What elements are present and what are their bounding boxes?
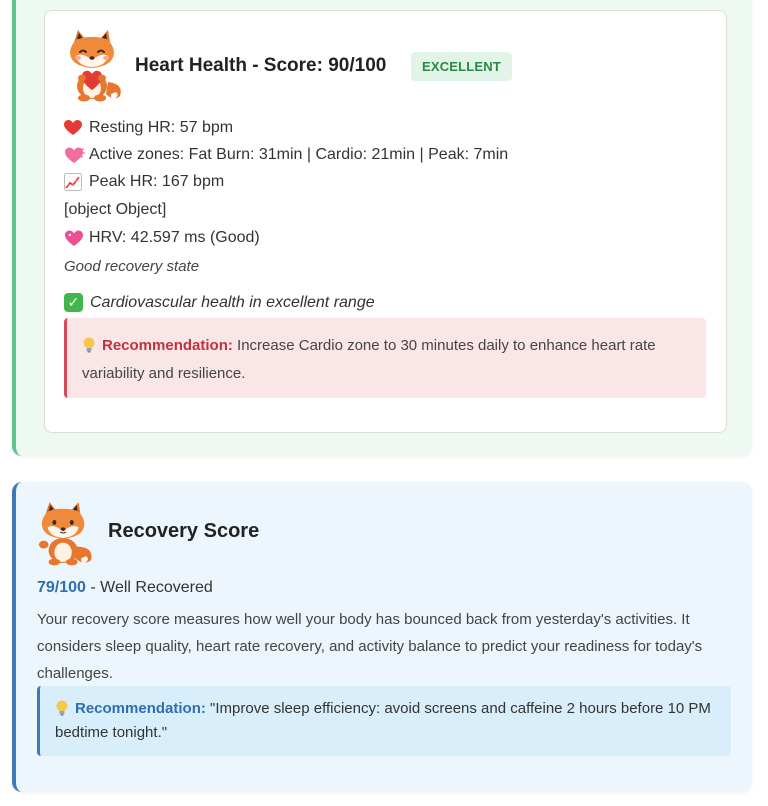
heart-recommendation-text: Increase Cardio zone to 30 minutes daily to enhance heart rate variability and resilience. — [82, 337, 656, 382]
fox-heart-mascot-icon — [64, 30, 124, 102]
recovery-recommendation-label: Recommendation: — [75, 700, 206, 717]
cardio-status-line — [64, 293, 375, 312]
sparkling-heart-icon — [64, 229, 86, 247]
resting-hr-text: Resting HR: 57 bpm — [89, 119, 234, 136]
recovery-state-note: Good recovery state — [64, 258, 200, 275]
peak-hr-metric — [64, 173, 224, 191]
hrv-text: HRV: 42.597 ms (Good) — [89, 229, 260, 246]
recovery-recommendation-box — [37, 686, 731, 756]
check-mark-icon: ✓ — [64, 293, 83, 312]
hrv-metric — [64, 229, 260, 247]
recovery-recommendation-text: "Improve sleep efficiency: avoid screens and caffeine 2 hours before 10 PM bedtime tonight." — [55, 700, 711, 741]
recovery-score-line — [37, 579, 213, 597]
heart-health-title: Heart Health - Score: 90/100 — [135, 55, 387, 76]
heart-recommendation-label: Recommendation: — [102, 337, 233, 354]
heart-recommendation-box — [64, 318, 706, 398]
object-placeholder-text: [object Object] — [64, 201, 167, 218]
recovery-score-title: Recovery Score — [108, 520, 260, 542]
lightbulb-icon — [55, 700, 69, 716]
peak-hr-text: Peak HR: 167 bpm — [89, 173, 225, 190]
chart-increasing-icon — [64, 173, 86, 191]
resting-hr-metric — [64, 119, 233, 137]
excellent-status-badge: EXCELLENT — [411, 52, 512, 81]
recovery-description: Your recovery score measures how well your body has bounced back from yesterday's activities. It considers sleep quality, heart rate recovery, and activity balance to predict your readiness for today's challenges. — [37, 611, 703, 682]
red-heart-icon — [64, 119, 86, 137]
recovery-status-text: - Well Recovered — [85, 579, 213, 596]
recovery-score-value: 79/100 — [37, 579, 86, 596]
heartbeat-icon — [64, 146, 86, 164]
active-zones-metric — [64, 146, 508, 164]
cardio-status-text: Cardiovascular health in excellent range — [90, 293, 375, 311]
active-zones-text: Active zones: Fat Burn: 31min | Cardio: 21min | Peak: 7min — [89, 146, 509, 163]
fox-recovery-mascot-icon — [36, 502, 94, 566]
object-placeholder-metric — [64, 201, 166, 219]
lightbulb-icon — [82, 337, 96, 353]
